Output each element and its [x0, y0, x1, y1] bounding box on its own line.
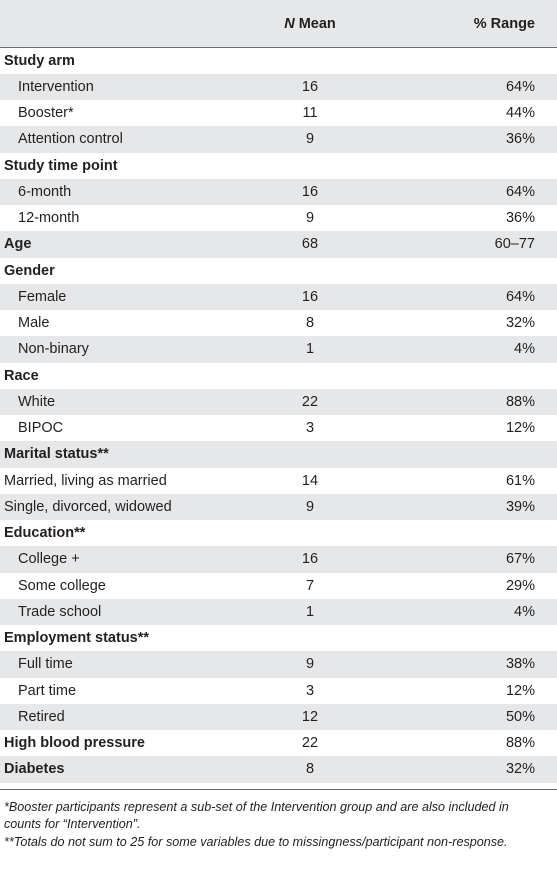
row-n-mean: 16 — [301, 551, 319, 568]
row-label: Male — [18, 315, 50, 332]
row-label: Trade school — [18, 603, 102, 620]
row-label: College + — [18, 551, 80, 568]
row-label: Single, divorced, widowed — [4, 498, 172, 515]
row-n-mean — [250, 153, 370, 179]
row-percent-range — [370, 363, 557, 389]
row-category-label: Gender — [4, 262, 55, 279]
row-label: Intervention — [18, 78, 94, 95]
row-percent-range: 67% — [505, 551, 535, 568]
row-label: Booster* — [18, 105, 74, 122]
row-percent-range: 36% — [505, 210, 535, 227]
table-row — [0, 126, 557, 152]
table-row — [0, 625, 557, 651]
table-header — [0, 0, 557, 48]
table-row — [0, 205, 557, 231]
header-percent-range: % Range — [370, 0, 557, 48]
row-label: Non-binary — [18, 341, 89, 358]
row-category-label: Race — [4, 367, 39, 384]
row-percent-range — [370, 153, 557, 179]
row-percent-range: 4% — [514, 603, 535, 620]
table-body — [0, 48, 557, 783]
row-label: White — [18, 393, 56, 410]
row-percent-range: 29% — [505, 577, 535, 594]
row-label: Female — [18, 288, 67, 305]
row-n-mean: 9 — [305, 498, 315, 515]
row-percent-range: 88% — [505, 393, 535, 410]
row-category-label: Age — [4, 236, 32, 253]
footnote-totals: **Totals do not sum to 25 for some variables due to missingness/participant non-response. — [4, 834, 508, 849]
row-percent-range: 61% — [505, 472, 535, 489]
row-category-label: Diabetes — [4, 761, 65, 778]
table-row — [0, 651, 557, 677]
row-category-label: High blood pressure — [4, 735, 145, 752]
row-n-mean — [250, 258, 370, 284]
table-row — [0, 599, 557, 625]
row-label: Attention control — [18, 131, 123, 148]
row-percent-range — [370, 441, 557, 467]
row-label: 12-month — [18, 210, 80, 227]
row-n-mean: 3 — [305, 420, 315, 437]
row-category-label: Education** — [4, 525, 86, 542]
row-percent-range: 39% — [505, 498, 535, 515]
table-row — [0, 520, 557, 546]
row-n-mean — [250, 363, 370, 389]
table-row — [0, 756, 557, 782]
row-n-mean: 8 — [305, 761, 315, 778]
header-row — [0, 0, 557, 48]
table-row — [0, 231, 557, 257]
row-n-mean: 3 — [305, 682, 315, 699]
row-n-mean — [250, 520, 370, 546]
row-n-mean: 12 — [301, 708, 319, 725]
table-row — [0, 678, 557, 704]
table-row — [0, 284, 557, 310]
table-row — [0, 74, 557, 100]
table-row — [0, 546, 557, 572]
table-row — [0, 258, 557, 284]
table-row — [0, 153, 557, 179]
row-n-mean: 9 — [305, 131, 315, 148]
row-percent-range: 60–77 — [494, 236, 535, 253]
row-percent-range: 4% — [514, 341, 535, 358]
row-n-mean — [250, 441, 370, 467]
row-percent-range — [370, 258, 557, 284]
table-row — [0, 704, 557, 730]
row-percent-range — [370, 520, 557, 546]
table-row — [0, 468, 557, 494]
row-percent-range: 64% — [505, 78, 535, 95]
table-row — [0, 389, 557, 415]
table-row — [0, 179, 557, 205]
table-bottom-rule — [0, 789, 557, 790]
row-label: Retired — [18, 708, 65, 725]
row-n-mean: 8 — [305, 315, 315, 332]
row-percent-range: 64% — [505, 183, 535, 200]
table-row — [0, 48, 557, 74]
row-n-mean: 1 — [305, 603, 315, 620]
row-percent-range: 12% — [505, 682, 535, 699]
row-label: 6-month — [18, 183, 72, 200]
table-row — [0, 730, 557, 756]
row-percent-range: 88% — [505, 735, 535, 752]
row-n-mean — [250, 48, 370, 74]
row-n-mean: 16 — [301, 78, 319, 95]
row-n-mean: 68 — [301, 236, 319, 253]
row-n-mean — [250, 625, 370, 651]
footnote-booster: *Booster participants represent a sub-set of the Intervention group and are also included in counts for “Intervention”. — [4, 799, 509, 831]
row-n-mean: 14 — [301, 472, 319, 489]
row-n-mean: 22 — [301, 735, 319, 752]
table-row — [0, 100, 557, 126]
table-row — [0, 441, 557, 467]
row-label: BIPOC — [18, 420, 64, 437]
row-category-label: Study time point — [4, 157, 118, 174]
table-row — [0, 415, 557, 441]
table-row — [0, 336, 557, 362]
row-percent-range — [370, 625, 557, 651]
row-n-mean: 1 — [305, 341, 315, 358]
row-percent-range — [370, 48, 557, 74]
row-percent-range: 36% — [505, 131, 535, 148]
row-category-label: Study arm — [4, 52, 75, 69]
row-n-mean: 11 — [302, 105, 318, 122]
row-percent-range: 32% — [505, 761, 535, 778]
table-row — [0, 310, 557, 336]
row-percent-range: 50% — [505, 708, 535, 725]
row-percent-range: 44% — [505, 105, 535, 122]
row-n-mean: 9 — [305, 210, 315, 227]
table-row — [0, 573, 557, 599]
row-category-label: Employment status** — [4, 630, 150, 647]
header-mean-text: Mean — [294, 15, 336, 32]
header-n-mean — [250, 0, 370, 48]
header-n-italic: N — [284, 15, 295, 32]
row-percent-range: 12% — [505, 420, 535, 437]
row-label: Married, living as married — [4, 472, 167, 489]
table-row — [0, 494, 557, 520]
row-percent-range: 38% — [505, 656, 535, 673]
row-label: Full time — [18, 656, 73, 673]
table-row — [0, 363, 557, 389]
row-n-mean: 16 — [301, 288, 319, 305]
header-variable — [0, 0, 250, 48]
row-label: Part time — [18, 682, 77, 699]
row-n-mean: 7 — [305, 577, 315, 594]
row-category-label: Marital status** — [4, 446, 109, 463]
row-n-mean: 22 — [301, 393, 319, 410]
row-n-mean: 16 — [301, 183, 319, 200]
row-label: Some college — [18, 577, 106, 594]
row-n-mean: 9 — [305, 656, 315, 673]
row-percent-range: 64% — [505, 288, 535, 305]
row-percent-range: 32% — [505, 315, 535, 332]
